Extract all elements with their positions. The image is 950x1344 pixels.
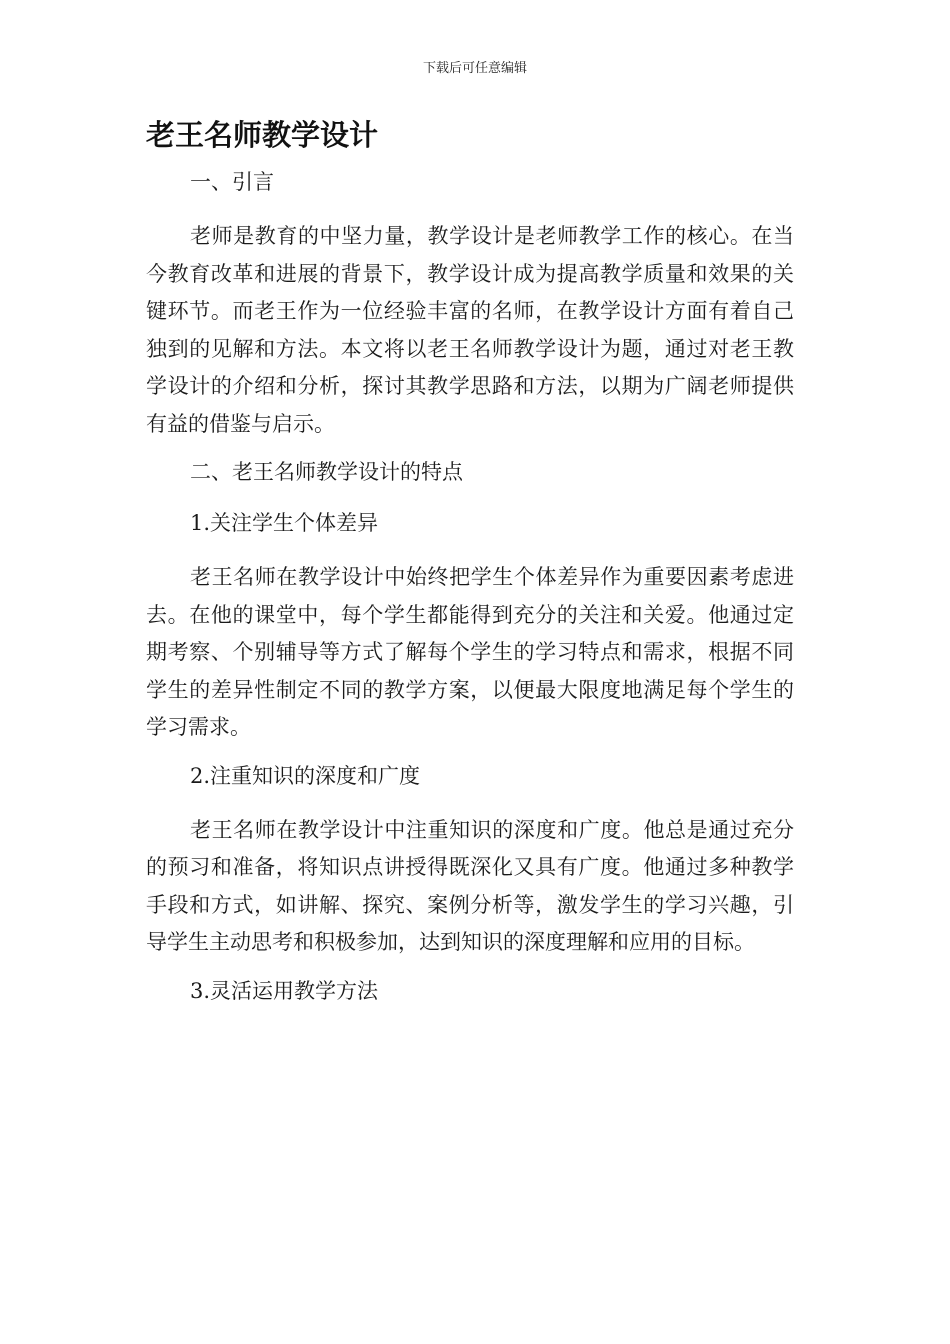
document-body bbox=[146, 113, 794, 1027]
header-note: 下载后可任意编辑 bbox=[422, 61, 527, 76]
subheading-feature-3: 3.灵活运用教学方法 bbox=[190, 978, 379, 1003]
section-heading-features: 二、老王名师教学设计的特点 bbox=[190, 460, 463, 484]
document-title: 老王名师教学设计 bbox=[146, 118, 379, 152]
subheading-feature-2: 2.注重知识的深度和广度 bbox=[190, 763, 421, 788]
section-heading-intro: 一、引言 bbox=[190, 170, 274, 194]
subheading-feature-1: 1.关注学生个体差异 bbox=[190, 511, 379, 535]
paragraph-feature-1: 老王名师在教学设计中始终把学生个体差异作为重要因素考虑进去。在他的课堂中，每个学生都能得到充分的关注和关爱。他通过定期考察、个别辅导等方式了解每个学生的学习特点和需求，根据不同学生的差异性制定不同的教学方案，以便最大限度地满足每个学生的学习需求。 bbox=[146, 565, 794, 739]
paragraph-feature-2: 老王名师在教学设计中注重知识的深度和广度。他总是通过充分的预习和准备，将知识点讲授得既深化又具有广度。他通过多种教学手段和方式，如讲解、探究、案例分析等，激发学生的学习兴趣，引导学生主动思考和积极参加，达到知识的深度理解和应用的目标。 bbox=[146, 817, 794, 954]
paragraph-intro: 老师是教育的中坚力量，教学设计是老师教学工作的核心。在当今教育改革和进展的背景下，教学设计成为提高教学质量和效果的关键环节。而老王作为一位经验丰富的名师，在教学设计方面有着自己独到的见解和方法。本文将以老王名师教学设计为题，通过对老王教学设计的介绍和分析，探讨其教学思路和方法，以期为广阔老师提供有益的借鉴与启示。 bbox=[146, 224, 794, 436]
